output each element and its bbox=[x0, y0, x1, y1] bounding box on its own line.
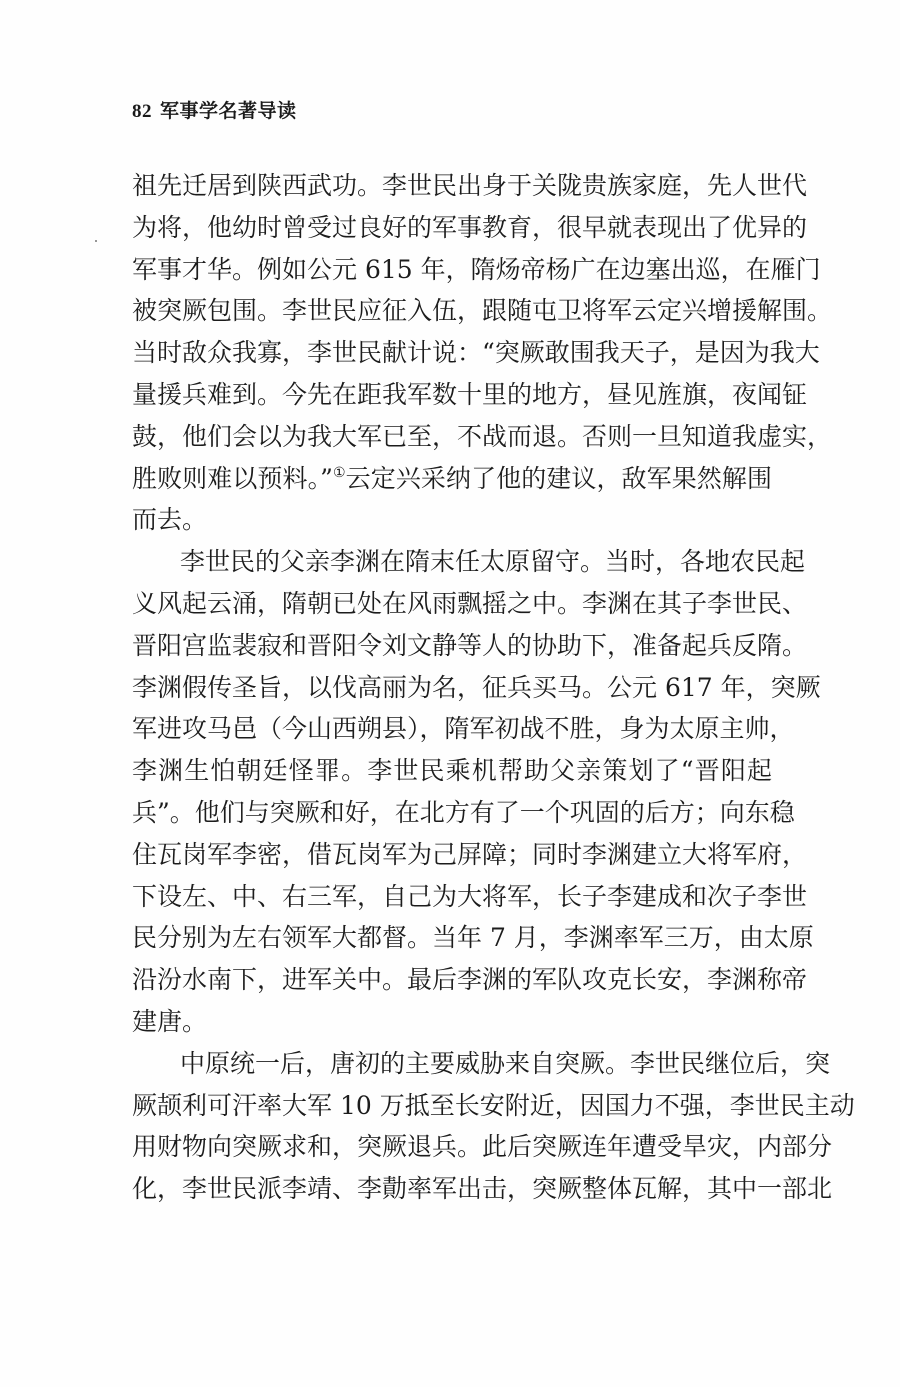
text-line: 住瓦岗军李密，借瓦岗军为己屏障；同时李渊建立大将军府， bbox=[132, 839, 808, 869]
text-line: 化，李世民派李靖、李勣率军出击，突厥整体瓦解，其中一部北 bbox=[132, 1174, 833, 1204]
text-line: 建唐。 bbox=[132, 1006, 208, 1036]
footnote-line bbox=[132, 458, 772, 500]
text-line: 下设左、中、右三军，自己为大将军，长子李建成和次子李世 bbox=[132, 881, 808, 911]
text-line: 李渊生怕朝廷怪罪。李世民乘机帮助父亲策划了“晋阳起 bbox=[132, 756, 772, 786]
body-text bbox=[132, 165, 855, 1210]
text-line: 军进攻马邑（今山西朔县），隋军初战不胜，身为太原主帅， bbox=[132, 714, 795, 744]
text-line: 为将，他幼时曾受过良好的军事教育，很早就表现出了优异的 bbox=[132, 212, 808, 242]
footnote-marker[interactable]: ① bbox=[332, 464, 346, 481]
paper-speck bbox=[95, 240, 97, 242]
text-line: 用财物向突厥求和，突厥退兵。此后突厥连年遭受旱灾，内部分 bbox=[132, 1132, 833, 1162]
text-line: 被突厥包围。李世民应征入伍，跟随屯卫将军云定兴增援解围。 bbox=[132, 296, 833, 326]
text-line: 而去。 bbox=[132, 505, 208, 535]
book-title: 军事学名著导读 bbox=[160, 100, 297, 122]
text-line: 祖先迁居到陕西武功。李世民出身于关陇贵族家庭，先人世代 bbox=[132, 171, 808, 200]
text-line: 李渊假传圣旨，以伐高丽为名，征兵买马。公元 617 年，突厥 bbox=[132, 672, 821, 702]
text-line: 当时敌众我寡，李世民献计说：“突厥敢围我天子，是因为我大 bbox=[132, 338, 820, 368]
text-line: 义风起云涌，隋朝已处在风雨飘摇之中。李渊在其子李世民、 bbox=[132, 588, 808, 618]
text-line: 沿汾水南下，进军关中。最后李渊的军队攻克长安，李渊称帝 bbox=[132, 965, 808, 995]
page-number: 82 bbox=[132, 101, 152, 122]
text-segment: 云定兴采纳了他的建议，敌军果然解围 bbox=[345, 463, 772, 493]
text-segment: 胜败则难以预料。” bbox=[132, 463, 333, 493]
text-line: 鼓，他们会以为我大军已至，不战而退。否则一旦知道我虚实， bbox=[132, 421, 833, 451]
text-line: 厥颉利可汗率大军 10 万抵至长安附近，因国力不强，李世民主动 bbox=[132, 1090, 855, 1120]
text-line: 量援兵难到。今先在距我军数十里的地方，昼见旌旗，夜闻钲 bbox=[132, 379, 808, 409]
text-line: 李世民的父亲李渊在隋末任太原留守。当时，各地农民起 bbox=[180, 547, 806, 577]
text-line: 兵”。他们与突厥和好，在北方有了一个巩固的后方；向东稳 bbox=[132, 797, 795, 827]
text-line: 民分别为左右领军大都督。当年 7 月，李渊率军三万，由太原 bbox=[132, 923, 814, 953]
text-line: 中原统一后，唐初的主要威胁来自突厥。李世民继位后，突 bbox=[180, 1048, 831, 1078]
text-line: 军事才华。例如公元 615 年，隋炀帝杨广在边塞出巡，在雁门 bbox=[132, 254, 821, 284]
text-line: 晋阳宫监裴寂和晋阳令刘文静等人的协助下，准备起兵反隋。 bbox=[132, 630, 808, 660]
running-header bbox=[132, 96, 297, 123]
